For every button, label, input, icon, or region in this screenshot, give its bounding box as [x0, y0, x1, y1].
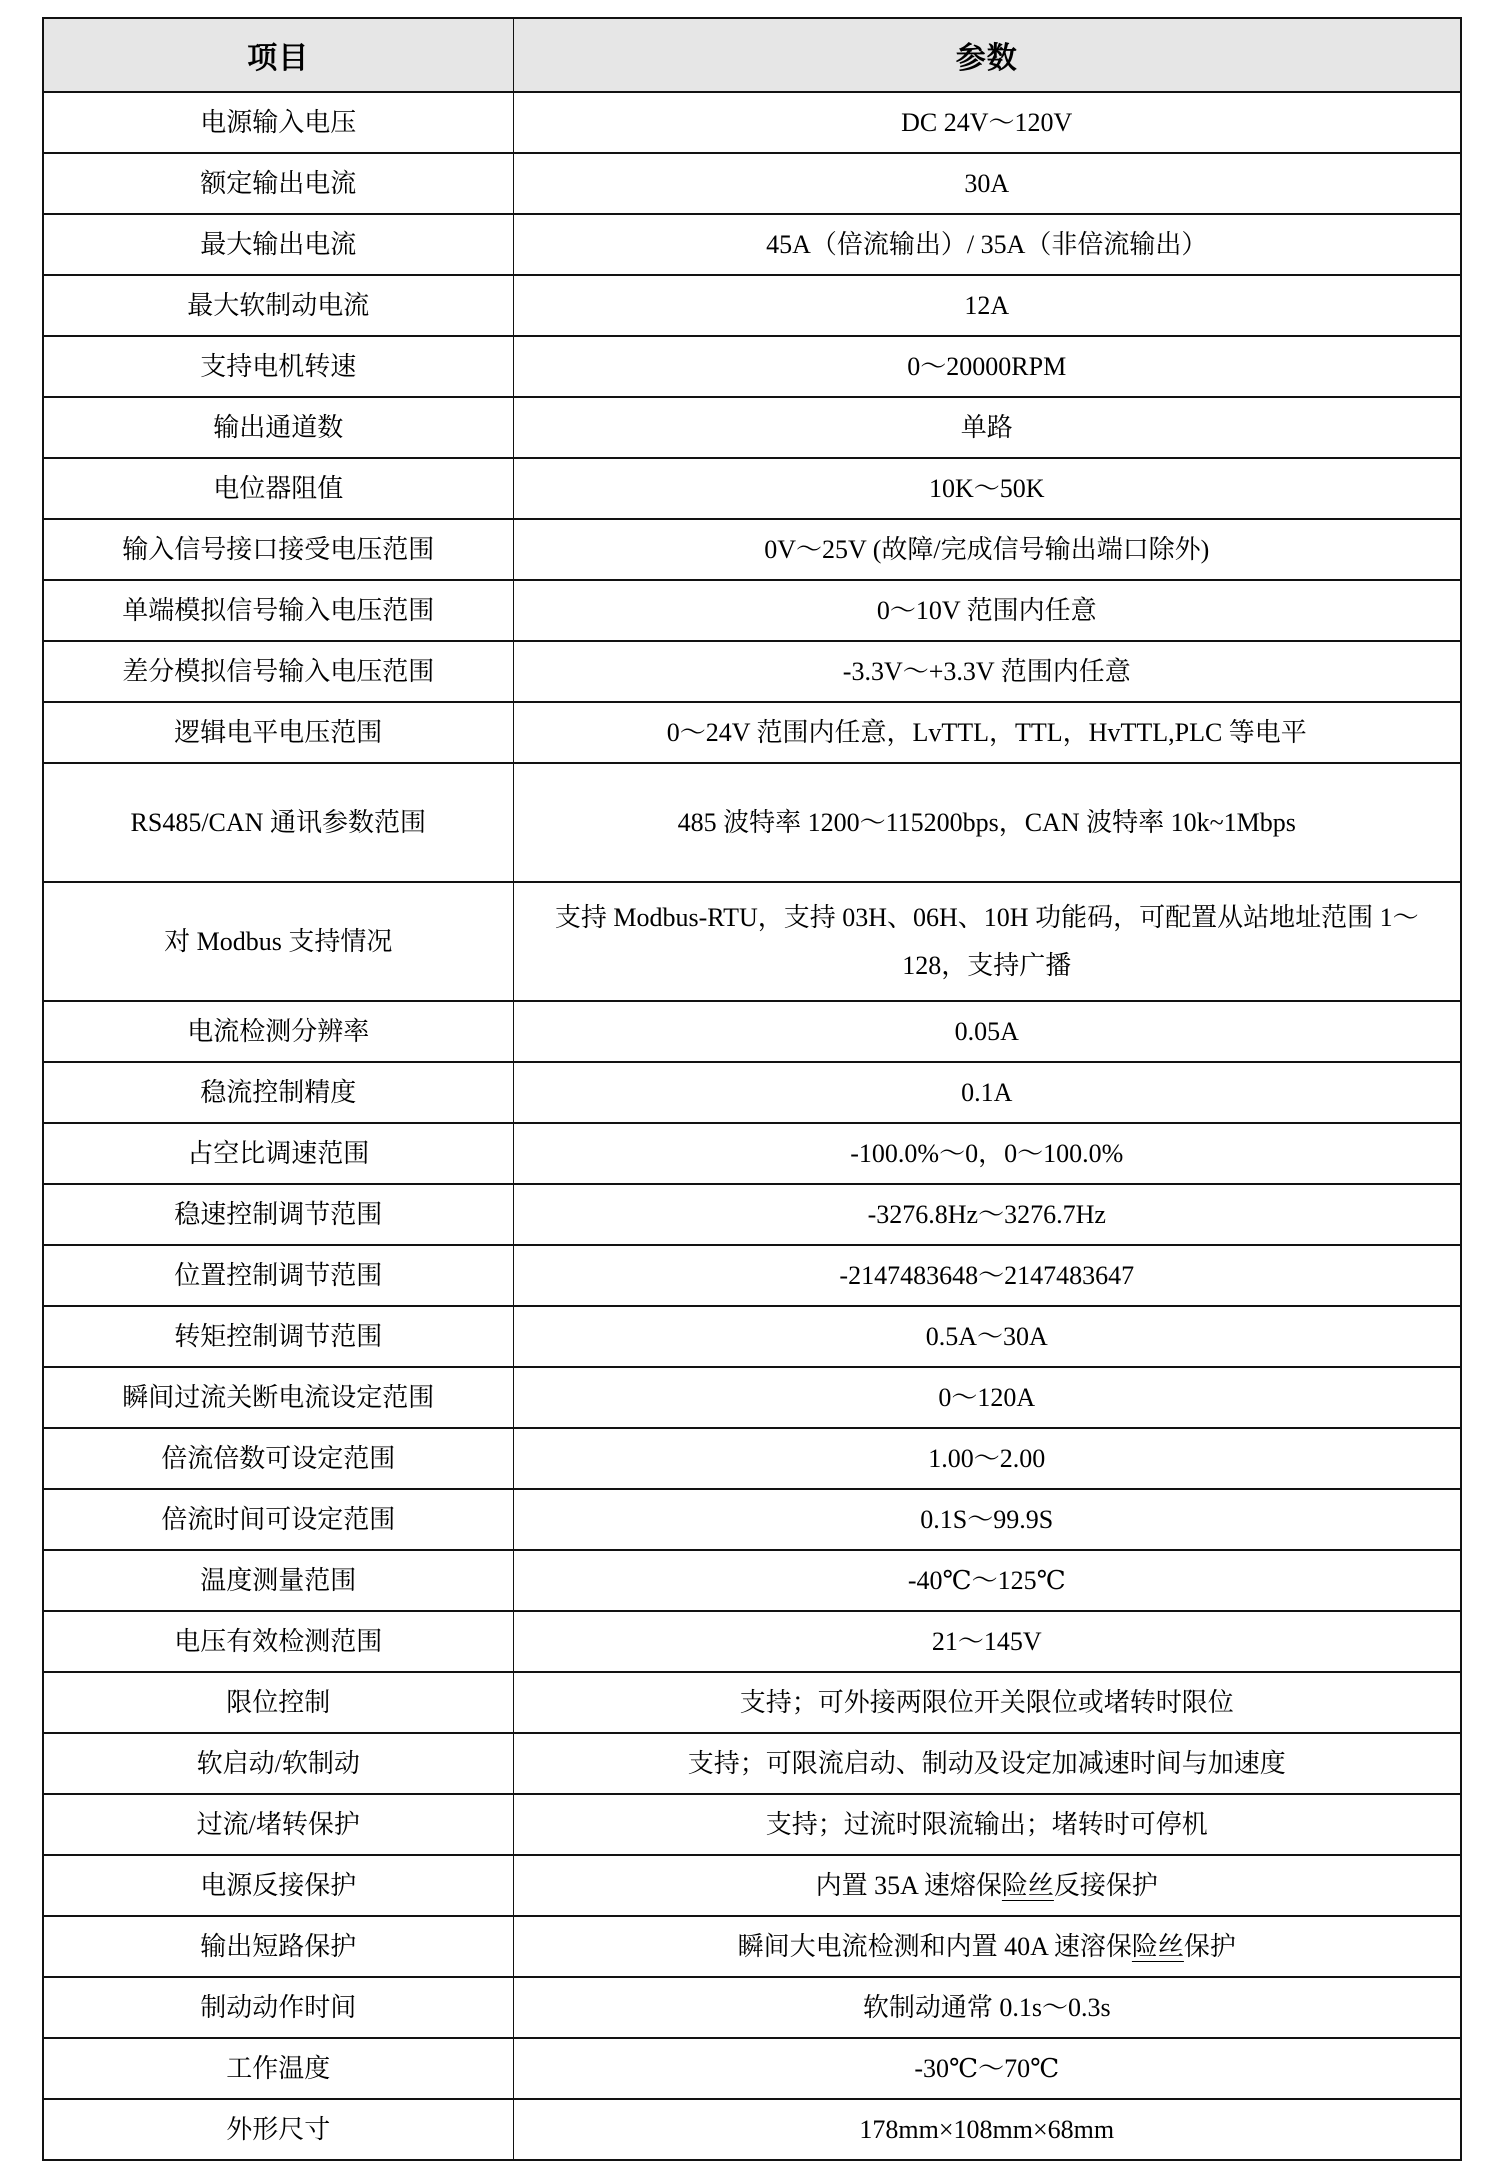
table-row [43, 1855, 1461, 1916]
value-cell: 10K～50K [513, 458, 1461, 519]
table-row [43, 1123, 1461, 1184]
value-cell: 21～145V [513, 1611, 1461, 1672]
item-cell: 稳速控制调节范围 [43, 1184, 513, 1245]
item-cell: 逻辑电平电压范围 [43, 702, 513, 763]
item-cell: 制动动作时间 [43, 1977, 513, 2038]
value-cell: -100.0%～0，0～100.0% [513, 1123, 1461, 1184]
table-row [43, 275, 1461, 336]
item-cell: 最大输出电流 [43, 214, 513, 275]
header-cell-param: 参数 [513, 18, 1461, 92]
table-row [43, 882, 1461, 1001]
value-cell: 0～10V 范围内任意 [513, 580, 1461, 641]
table-row [43, 1367, 1461, 1428]
underlined-text: 险丝 [1131, 1931, 1184, 1961]
item-cell: 单端模拟信号输入电压范围 [43, 580, 513, 641]
table-row [43, 1611, 1461, 1672]
table-row [43, 1428, 1461, 1489]
table-row [43, 153, 1461, 214]
table-row [43, 641, 1461, 702]
value-cell: 45A（倍流输出）/ 35A（非倍流输出） [513, 214, 1461, 275]
table-row [43, 519, 1461, 580]
item-cell: 占空比调速范围 [43, 1123, 513, 1184]
table-row [43, 1306, 1461, 1367]
value-cell: 178mm×108mm×68mm [513, 2099, 1461, 2160]
value-cell: 软制动通常 0.1s～0.3s [513, 1977, 1461, 2038]
item-cell: 电压有效检测范围 [43, 1611, 513, 1672]
table-row [43, 92, 1461, 153]
item-cell: 输入信号接口接受电压范围 [43, 519, 513, 580]
item-cell: 倍流倍数可设定范围 [43, 1428, 513, 1489]
table-row [43, 1245, 1461, 1306]
value-cell: 内置 35A 速熔保险丝反接保护 [513, 1855, 1461, 1916]
value-cell: 485 波特率 1200～115200bps，CAN 波特率 10k~1Mbps [513, 763, 1461, 882]
table-row [43, 1489, 1461, 1550]
item-cell: 位置控制调节范围 [43, 1245, 513, 1306]
value-cell: -30℃～70℃ [513, 2038, 1461, 2099]
table-row [43, 763, 1461, 882]
value-cell: 0.1S～99.9S [513, 1489, 1461, 1550]
item-cell: 温度测量范围 [43, 1550, 513, 1611]
item-cell: 最大软制动电流 [43, 275, 513, 336]
item-cell: 电源输入电压 [43, 92, 513, 153]
value-cell: -40℃～125℃ [513, 1550, 1461, 1611]
item-cell: 转矩控制调节范围 [43, 1306, 513, 1367]
value-cell: 0.5A～30A [513, 1306, 1461, 1367]
table-row [43, 1550, 1461, 1611]
value-cell: 0.05A [513, 1001, 1461, 1062]
value-cell: -2147483648～2147483647 [513, 1245, 1461, 1306]
value-cell: 12A [513, 275, 1461, 336]
item-cell: 限位控制 [43, 1672, 513, 1733]
value-cell: 支持；可外接两限位开关限位或堵转时限位 [513, 1672, 1461, 1733]
value-cell: DC 24V～120V [513, 92, 1461, 153]
item-cell: 倍流时间可设定范围 [43, 1489, 513, 1550]
value-cell: 支持；可限流启动、制动及设定加减速时间与加速度 [513, 1733, 1461, 1794]
item-cell: 电流检测分辨率 [43, 1001, 513, 1062]
table-row [43, 2099, 1461, 2160]
table-row [43, 1794, 1461, 1855]
value-cell: 支持；过流时限流输出；堵转时可停机 [513, 1794, 1461, 1855]
value-cell: -3276.8Hz～3276.7Hz [513, 1184, 1461, 1245]
table-row [43, 214, 1461, 275]
header-cell-item: 项目 [43, 18, 513, 92]
item-cell: 外形尺寸 [43, 2099, 513, 2160]
item-cell: 差分模拟信号输入电压范围 [43, 641, 513, 702]
table-row [43, 1672, 1461, 1733]
value-cell: 支持 Modbus-RTU，支持 03H、06H、10H 功能码，可配置从站地址范围 1～128，支持广播 [513, 882, 1461, 1001]
item-cell: 对 Modbus 支持情况 [43, 882, 513, 1001]
item-cell: 稳流控制精度 [43, 1062, 513, 1123]
item-cell: RS485/CAN 通讯参数范围 [43, 763, 513, 882]
item-cell: 输出短路保护 [43, 1916, 513, 1977]
item-cell: 电源反接保护 [43, 1855, 513, 1916]
table-row [43, 336, 1461, 397]
value-cell: 30A [513, 153, 1461, 214]
table-row [43, 1977, 1461, 2038]
table-row [43, 580, 1461, 641]
value-cell: -3.3V～+3.3V 范围内任意 [513, 641, 1461, 702]
table-row [43, 2038, 1461, 2099]
value-cell: 单路 [513, 397, 1461, 458]
value-cell: 0～20000RPM [513, 336, 1461, 397]
table-row [43, 1062, 1461, 1123]
item-cell: 瞬间过流关断电流设定范围 [43, 1367, 513, 1428]
underlined-text: 险丝 [1001, 1870, 1054, 1900]
value-cell: 瞬间大电流检测和内置 40A 速溶保险丝保护 [513, 1916, 1461, 1977]
item-cell: 支持电机转速 [43, 336, 513, 397]
item-cell: 额定输出电流 [43, 153, 513, 214]
item-cell: 过流/堵转保护 [43, 1794, 513, 1855]
table-row [43, 1184, 1461, 1245]
item-cell: 电位器阻值 [43, 458, 513, 519]
value-cell: 0.1A [513, 1062, 1461, 1123]
spec-table [42, 17, 1462, 2161]
item-cell: 工作温度 [43, 2038, 513, 2099]
table-row [43, 397, 1461, 458]
header-row [43, 18, 1461, 92]
table-row [43, 1733, 1461, 1794]
item-cell: 软启动/软制动 [43, 1733, 513, 1794]
value-cell: 1.00～2.00 [513, 1428, 1461, 1489]
table-row [43, 1001, 1461, 1062]
item-cell: 输出通道数 [43, 397, 513, 458]
value-cell: 0～120A [513, 1367, 1461, 1428]
value-cell: 0V～25V (故障/完成信号输出端口除外) [513, 519, 1461, 580]
table-row [43, 1916, 1461, 1977]
table-row [43, 702, 1461, 763]
table-row [43, 458, 1461, 519]
value-cell: 0～24V 范围内任意，LvTTL，TTL，HvTTL,PLC 等电平 [513, 702, 1461, 763]
